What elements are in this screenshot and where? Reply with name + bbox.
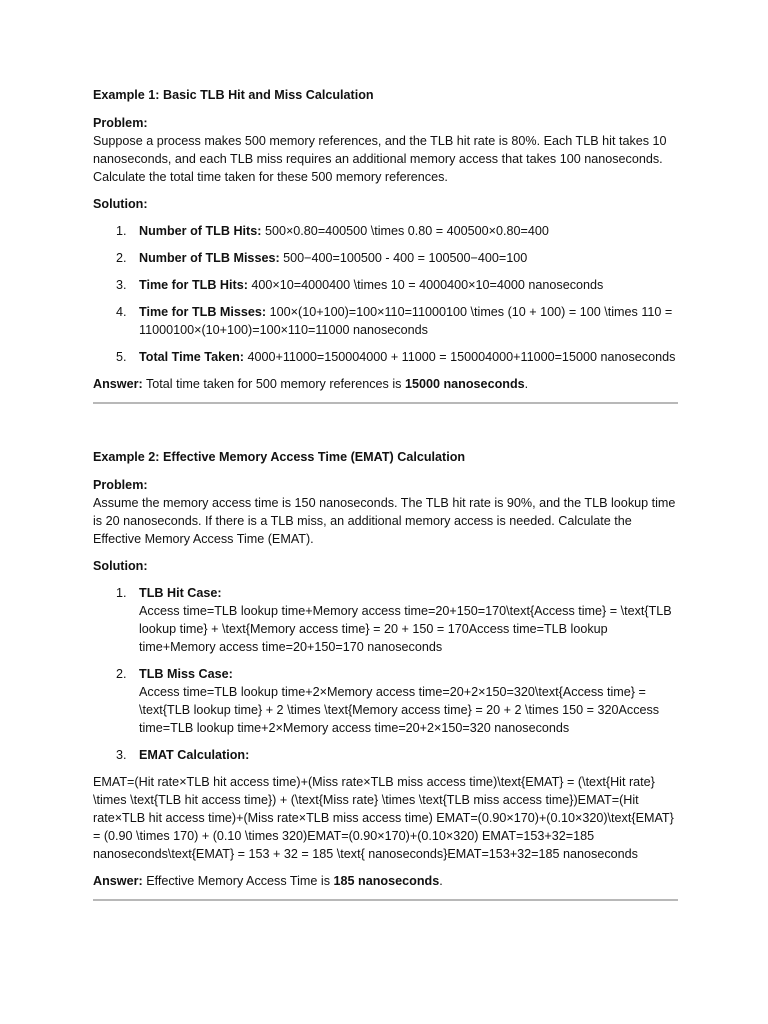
- step-number: 2.: [116, 667, 127, 681]
- example-1-solution-label: Solution:: [93, 197, 148, 211]
- section-divider: [93, 899, 678, 901]
- solution-step: [93, 746, 678, 764]
- example-2-heading: Example 2: Effective Memory Access Time (EMAT) Calculation: [93, 450, 466, 464]
- step-text: 400×10=4000400 \times 10 = 4000400×10=4000 nanoseconds: [251, 278, 604, 292]
- step-text: 100×(10+100)=100×110=11000100 \times (10 + 100) = 100 \times 110 = 11000100×(10+100)=100×110=11000 nanoseconds: [139, 305, 673, 337]
- solution-step: [93, 222, 678, 240]
- example-1-heading: Example 1: Basic TLB Hit and Miss Calculation: [93, 88, 374, 102]
- step-number: 3.: [116, 748, 127, 762]
- step-text: 500×0.80=400500 \times 0.80 = 400500×0.80=400: [264, 224, 549, 238]
- step-label: Number of TLB Hits:: [139, 224, 262, 238]
- step-number: 1.: [116, 224, 127, 238]
- solution-step: [93, 276, 678, 294]
- step-label: TLB Miss Case:: [139, 667, 233, 681]
- step-label: EMAT Calculation:: [139, 748, 250, 762]
- step-label: Number of TLB Misses:: [139, 251, 280, 265]
- solution-step: [93, 665, 678, 737]
- step-label: Time for TLB Misses:: [139, 305, 267, 319]
- example-1-answer: [93, 375, 678, 393]
- example-2-solution-steps: [93, 584, 678, 764]
- step-text: Access time=TLB lookup time+Memory access time=20+150=170\text{Access time} = \text{TLB lookup time} + \text{Memory access time} = 20 + 150 = 170Access time=TLB lookup time+Memory access time=20+150=170 nanoseconds: [139, 604, 672, 654]
- step-text: 4000+11000=150004000 + 11000 = 150004000+11000=15000 nanoseconds: [247, 350, 676, 364]
- step-text: 500−400=100500 - 400 = 100500−400=100: [283, 251, 528, 265]
- answer-value: 185 nanoseconds: [333, 874, 440, 888]
- answer-text: Effective Memory Access Time is: [146, 874, 331, 888]
- example-1-problem-label: Problem:: [93, 116, 148, 130]
- example-2-problem-text: Assume the memory access time is 150 nanoseconds. The TLB hit rate is 90%, and the TLB lookup time is 20 nanoseconds. If there is a TLB miss, an additional memory access is needed. Calculate the Effective Memory Access Time (EMAT).: [93, 496, 676, 546]
- example-2-answer: [93, 872, 678, 890]
- answer-end: .: [524, 377, 529, 391]
- step-label: Total Time Taken:: [139, 350, 244, 364]
- example-1-section: [93, 86, 678, 404]
- step-text: Access time=TLB lookup time+2×Memory access time=20+2×150=320\text{Access time} = \text{TLB lookup time} + 2 \times \text{Memory access time} = 20 + 2 \times 150 = 320Access time=TLB lookup time+2×Memory access time=20+2×150=320 nanoseconds: [139, 685, 660, 735]
- section-divider: [93, 402, 678, 404]
- example-2-solution-label: Solution:: [93, 559, 148, 573]
- step-number: 2.: [116, 251, 127, 265]
- step-label: Time for TLB Hits:: [139, 278, 248, 292]
- step-number: 3.: [116, 278, 127, 292]
- answer-label: Answer:: [93, 874, 143, 888]
- step-number: 4.: [116, 305, 127, 319]
- example-2-problem-label: Problem:: [93, 478, 148, 492]
- solution-step: [93, 249, 678, 267]
- answer-value: 15000 nanoseconds: [404, 377, 525, 391]
- example-2-section: [93, 448, 678, 901]
- solution-step: [93, 348, 678, 366]
- answer-end: .: [439, 874, 443, 888]
- step-number: 1.: [116, 586, 127, 600]
- solution-step: [93, 584, 678, 656]
- step-label: TLB Hit Case:: [139, 586, 222, 600]
- example-1-solution-steps: [93, 222, 678, 366]
- answer-text: Total time taken for 500 memory references is: [145, 377, 402, 391]
- solution-step: [93, 303, 678, 339]
- example-2-emat-text: EMAT=(Hit rate×TLB hit access time)+(Miss rate×TLB miss access time)\text{EMAT} = (\text{Hit rate} \times \text{TLB hit access time}) + (\text{Miss rate} \times \text{TLB miss access time})EMAT=(Hit rate×TLB hit access time)+(Miss rate×TLB miss access time) EMAT=(0.90×170)+(0.10×320)\text{EMAT} = (0.90 \times 170) + (0.10 \times 320)EMAT=(0.90×170)+(0.10×320) EMAT=153+32=185 nanoseconds\text{EMAT} = 153 + 32 = 185 \text{ nanoseconds}EMAT=153+32=185 nanoseconds: [93, 775, 674, 861]
- step-number: 5.: [116, 350, 127, 364]
- example-1-problem-text: Suppose a process makes 500 memory references, and the TLB hit rate is 80%. Each TLB hit takes 10 nanoseconds, and each TLB miss requires an additional memory access that takes 100 nanoseconds. Calculate the total time taken for these 500 memory references.: [93, 134, 667, 184]
- answer-label: Answer:: [93, 377, 143, 391]
